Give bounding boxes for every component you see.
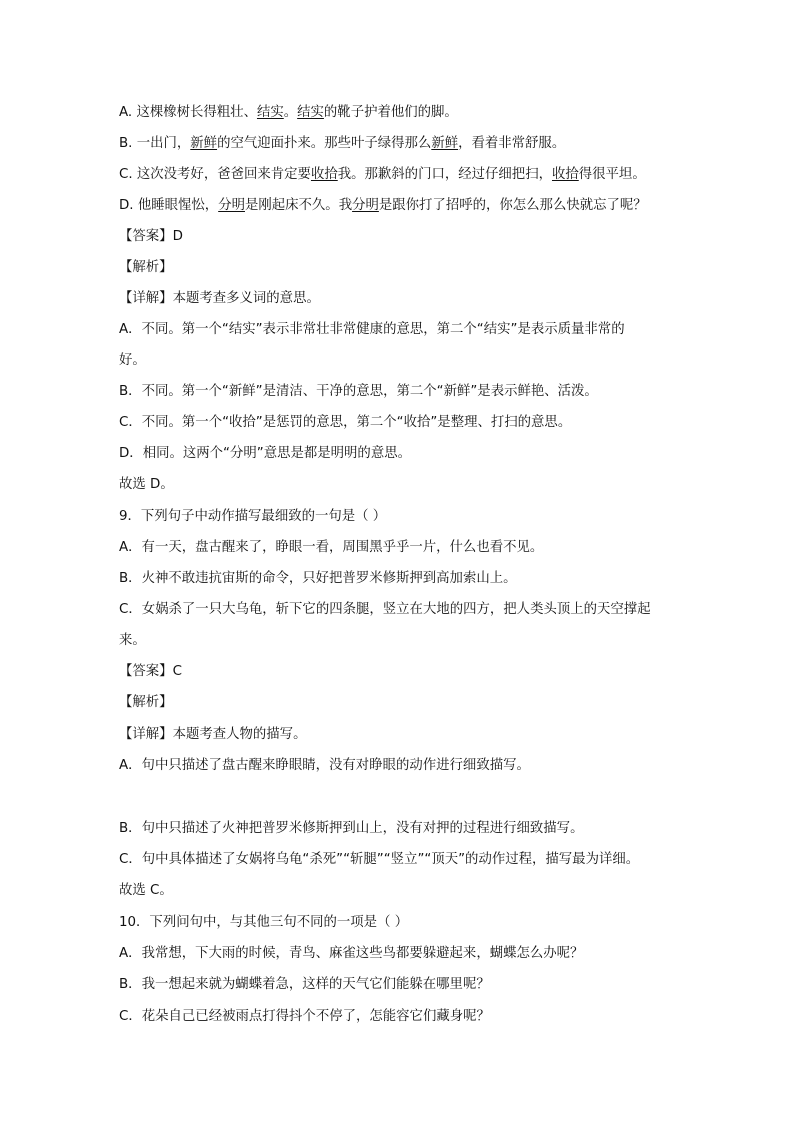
q10-stem: 10．下列问句中，与其他三句不同的一项是（ ） [119, 915, 409, 930]
underlined-word: 分明 [218, 198, 245, 213]
option-text: 他睡眼惺忪， [137, 198, 219, 213]
option-text: 得很平坦。 [578, 167, 646, 182]
q8-detail-b: B．不同。第一个“新鲜”是清洁、干净的意思，第二个“新鲜”是表示鲜艳、活泼。 [119, 384, 598, 399]
underlined-word: 结实 [297, 105, 324, 120]
answer-tag: 【答案】 [119, 229, 173, 244]
option-text: 的靴子护着他们的脚。 [323, 105, 458, 120]
answer-value: D [172, 229, 183, 244]
option-text: 一出门， [136, 136, 191, 151]
q9-option-c-line1: C．女娲杀了一只大乌龟，斩下它的四条腿，竖立在大地的四方，把人类头顶上的天空撑起 [119, 602, 651, 617]
q10-option-c: C．花朵自己已经被雨点打得抖个不停了，怎能容它们藏身呢？ [119, 1009, 490, 1024]
q8-detail-c: C．不同。第一个“收拾”是惩罚的意思，第二个“收拾”是整理、打扫的意思。 [119, 415, 572, 430]
detail-tag: 【详解】 [119, 727, 173, 742]
q9-explain-b: B．句中只描述了火神把普罗米修斯押到山上，没有对押的过程进行细致描写。 [119, 821, 584, 836]
detail-tag: 【详解】 [119, 291, 173, 306]
q8-conclusion: 故选 D。 [119, 477, 174, 492]
detail-text: 本题考查多义词的意思。 [172, 291, 320, 306]
q9-stem: 9．下列句子中动作描写最细致的一句是（ ） [119, 509, 387, 524]
q10-option-b: B．我一想起来就为蝴蝶着急，这样的天气它们能躲在哪里呢？ [119, 977, 490, 992]
q9-option-a: A．有一天，盘古醒来了，睁眼一看，周围黑乎乎一片，什么也看不见。 [119, 540, 544, 555]
q8-detail-a-line2: 好。 [119, 353, 146, 368]
q8-option-b [119, 134, 679, 154]
option-text: 我。那歉斜的门口，经过仔细把扫， [337, 167, 552, 182]
underlined-word: 结实 [256, 105, 284, 120]
q9-conclusion: 故选 C。 [119, 883, 173, 898]
q8-detail-intro [119, 289, 679, 309]
underlined-word: 分明 [352, 198, 379, 213]
q8-option-c [119, 165, 679, 185]
q8-answer [119, 227, 679, 247]
detail-text: 本题考查人物的描写。 [172, 727, 307, 742]
option-label: A. [119, 105, 133, 120]
q8-detail-a-line1: A．不同。第一个“结实”表示非常壮非常健康的意思，第二个“结实”是表示质量非常的 [119, 322, 625, 337]
option-label: B. [119, 136, 133, 151]
underlined-word: 收拾 [551, 167, 579, 182]
q8-analysis-tag: 【解析】 [119, 260, 173, 275]
option-text: 这棵橡树长得粗壮、 [136, 105, 257, 120]
underlined-word: 收拾 [310, 167, 338, 182]
q10-option-a: A．我常想，下大雨的时候，青鸟、麻雀这些鸟都要躲避起来，蝴蝶怎么办呢？ [119, 946, 584, 961]
option-text: 是刚起床不久。我 [244, 198, 353, 213]
answer-value: C [172, 664, 182, 679]
q9-detail-intro [119, 725, 679, 745]
underlined-word: 新鲜 [190, 136, 218, 151]
option-text: ，看着非常舒服。 [458, 136, 566, 151]
q9-explain-a: A．句中只描述了盘古醒来睁眼睛，没有对睁眼的动作进行细致描写。 [119, 758, 530, 773]
option-text: 是跟你打了招呼的，你怎么那么快就忘了呢？ [378, 198, 647, 213]
option-text: 这次没考好，爸爸回来肯定要 [136, 167, 311, 182]
underlined-word: 新鲜 [431, 136, 459, 151]
q9-option-b: B．火神不敢违抗宙斯的命令，只好把普罗米修斯押到高加索山上。 [119, 571, 517, 586]
q8-option-a [119, 103, 679, 123]
q9-analysis-tag: 【解析】 [119, 695, 173, 710]
q8-detail-d: D．相同。这两个“分明”意思是都是明明的意思。 [119, 446, 411, 461]
q9-option-c-line2: 来。 [119, 633, 146, 648]
option-text: 的空气迎面扑来。那些叶子绿得那么 [217, 136, 432, 151]
option-text: 。 [283, 105, 298, 120]
q9-answer [119, 662, 679, 682]
option-label: C. [119, 167, 133, 182]
option-label: D. [119, 198, 134, 213]
q8-option-d [119, 196, 679, 216]
answer-tag: 【答案】 [119, 664, 173, 679]
q9-explain-c: C．句中具体描述了女娲将乌龟“杀死”“斩腿”“竖立”“顶天”的动作过程，描写最为详细。 [119, 852, 640, 867]
